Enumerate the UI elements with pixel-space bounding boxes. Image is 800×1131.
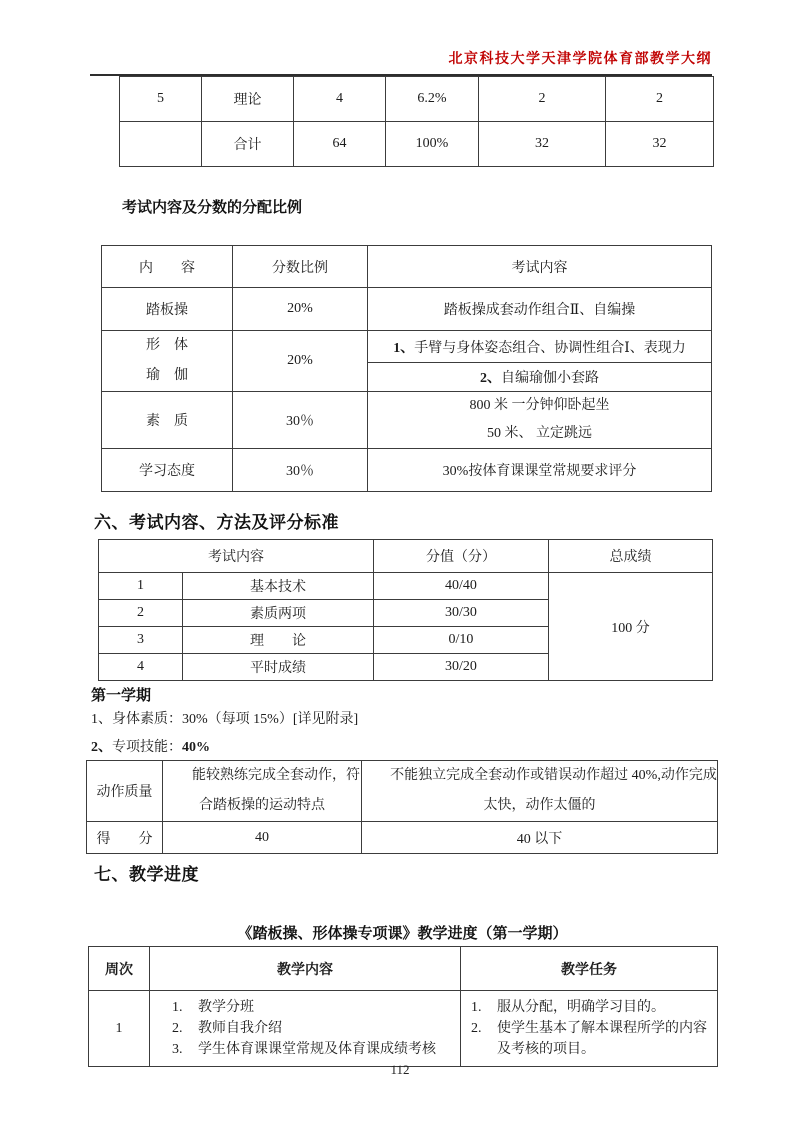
item-number: 2、 xyxy=(91,740,112,755)
ratio-section-heading: 考试内容及分数的分配比例 xyxy=(122,200,303,216)
table-cell: 4 xyxy=(294,77,386,122)
table-cell: 素 质 xyxy=(102,392,233,449)
section-seven-heading: 七、教学进度 xyxy=(94,865,199,884)
table-cell: 30/20 xyxy=(374,654,549,681)
table-cell: 2 xyxy=(99,600,183,627)
item-text: 教师自我介绍 xyxy=(198,1021,282,1036)
item-value: 40% xyxy=(182,740,210,755)
total-score-cell: 100 分 xyxy=(549,573,713,681)
row-label-line: 形 体 xyxy=(146,338,188,353)
table-cell: 基本技术 xyxy=(183,573,374,600)
semester-item-1: 1、身体素质：30%（每项 15%）[详见附录] xyxy=(91,712,359,727)
table-cell: 40 xyxy=(163,822,362,854)
list-item xyxy=(172,1018,456,1039)
teaching-schedule-table xyxy=(88,946,718,1067)
table-cell: 5 xyxy=(120,77,202,122)
table-row xyxy=(102,288,712,331)
table-cell: 4 xyxy=(99,654,183,681)
table-cell: 3 xyxy=(99,627,183,654)
table-row xyxy=(102,392,712,449)
row-label-cell: 得 分 xyxy=(87,822,163,854)
table-cell: 20% xyxy=(233,331,368,392)
table-cell: 学习态度 xyxy=(102,449,233,492)
item-number: 3. xyxy=(172,1042,183,1057)
table-cell xyxy=(120,122,202,167)
list-item xyxy=(172,1039,456,1060)
table-cell: 32 xyxy=(606,122,714,167)
content-column-header: 教学内容 xyxy=(150,947,461,991)
table-cell: 20% xyxy=(233,288,368,331)
table-cell xyxy=(368,331,712,363)
table-cell: 0/10 xyxy=(374,627,549,654)
table-header-row xyxy=(89,947,718,991)
item-number: 2. xyxy=(471,1021,482,1036)
table-row xyxy=(120,77,714,122)
teaching-task-cell xyxy=(461,991,718,1067)
schedule-table-title: 《踏板操、形体操专项课》教学进度（第一学期） xyxy=(237,926,568,942)
table-cell: 6.2% xyxy=(386,77,479,122)
item-number: 2. xyxy=(172,1021,183,1036)
page-number: 112 xyxy=(390,1062,410,1077)
scoring-table xyxy=(98,539,713,681)
item-number: 1、 xyxy=(393,340,415,356)
grade-below-description: 不能独立完成全套动作或错误动作超过 40%,动作完成太快，动作太僵的 xyxy=(362,761,718,822)
table-cell xyxy=(368,363,712,392)
exam-line: 50 米、 立定跳远 xyxy=(487,426,592,441)
table-cell: 理 论 xyxy=(183,627,374,654)
table-row xyxy=(87,822,718,854)
grade-40-description: 能较熟练完成全套动作，符合踏板操的运动特点 xyxy=(163,761,362,822)
list-item xyxy=(172,997,456,1018)
table-cell: 2 xyxy=(606,77,714,122)
table-cell: 40/40 xyxy=(374,573,549,600)
item-text: 使学生基本了解本课程所学的内容及考核的项目。 xyxy=(497,1021,707,1057)
row-label-line: 瑜 伽 xyxy=(146,368,188,383)
table-cell: 32 xyxy=(479,122,606,167)
item-text: 自编瑜伽小套路 xyxy=(501,371,599,387)
table-cell: 30/30 xyxy=(374,600,549,627)
table-cell: 1 xyxy=(99,573,183,600)
table-cell: 2 xyxy=(479,77,606,122)
section-six-heading: 六、考试内容、方法及评分标准 xyxy=(94,513,339,532)
exam-line: 800 米 一分钟仰卧起坐 xyxy=(469,398,610,413)
table-cell: 素质两项 xyxy=(183,600,374,627)
score-header: 分值（分） xyxy=(374,540,549,573)
movement-quality-table xyxy=(86,760,718,854)
item-text: 学生体育课课堂常规及体育课成绩考核 xyxy=(198,1042,436,1057)
content-column-header: 内 容 xyxy=(102,246,233,288)
table-row xyxy=(99,573,713,600)
hours-summary-table xyxy=(119,76,714,167)
ratio-column-header: 分数比例 xyxy=(233,246,368,288)
item-text: 手臂与身体姿态组合、协调性组合Ⅰ、表现力 xyxy=(414,340,686,356)
table-cell: 30％ xyxy=(233,392,368,449)
table-cell xyxy=(368,392,712,449)
table-cell: 平时成绩 xyxy=(183,654,374,681)
item-text: 服从分配，明确学习目的。 xyxy=(497,1000,665,1015)
table-cell: 30％ xyxy=(233,449,368,492)
table-cell: 100% xyxy=(386,122,479,167)
item-text: 教学分班 xyxy=(198,1000,254,1015)
table-row xyxy=(120,122,714,167)
table-header-row xyxy=(102,246,712,288)
table-cell: 64 xyxy=(294,122,386,167)
table-cell xyxy=(102,331,233,392)
table-cell: 踏板操 xyxy=(102,288,233,331)
table-header-row xyxy=(99,540,713,573)
item-number: 1. xyxy=(471,1000,482,1015)
table-row xyxy=(102,331,712,363)
table-cell: 理论 xyxy=(202,77,294,122)
list-item xyxy=(471,997,713,1018)
page-header-title: 北京科技大学天津学院体育部教学大纲 xyxy=(448,52,712,67)
list-item xyxy=(471,1018,713,1060)
score-ratio-table xyxy=(101,245,712,492)
table-row xyxy=(87,761,718,822)
table-cell: 40 以下 xyxy=(362,822,718,854)
item-number: 2、 xyxy=(480,371,501,387)
week-cell: 1 xyxy=(89,991,150,1067)
item-label: 专项技能： xyxy=(112,740,182,755)
week-column-header: 周次 xyxy=(89,947,150,991)
task-column-header: 教学任务 xyxy=(461,947,718,991)
exam-content-header: 考试内容 xyxy=(99,540,374,573)
table-cell: 踏板操成套动作组合Ⅱ、自编操 xyxy=(368,288,712,331)
total-header: 总成绩 xyxy=(549,540,713,573)
semester-heading: 第一学期 xyxy=(91,688,152,704)
table-row xyxy=(89,991,718,1067)
semester-item-2 xyxy=(91,736,210,756)
teaching-content-cell xyxy=(150,991,461,1067)
exam-column-header: 考试内容 xyxy=(368,246,712,288)
table-row xyxy=(102,449,712,492)
item-number: 1. xyxy=(172,1000,183,1015)
table-cell: 30%按体育课课堂常规要求评分 xyxy=(368,449,712,492)
row-label-cell: 动作质量 xyxy=(87,761,163,822)
table-cell: 合计 xyxy=(202,122,294,167)
